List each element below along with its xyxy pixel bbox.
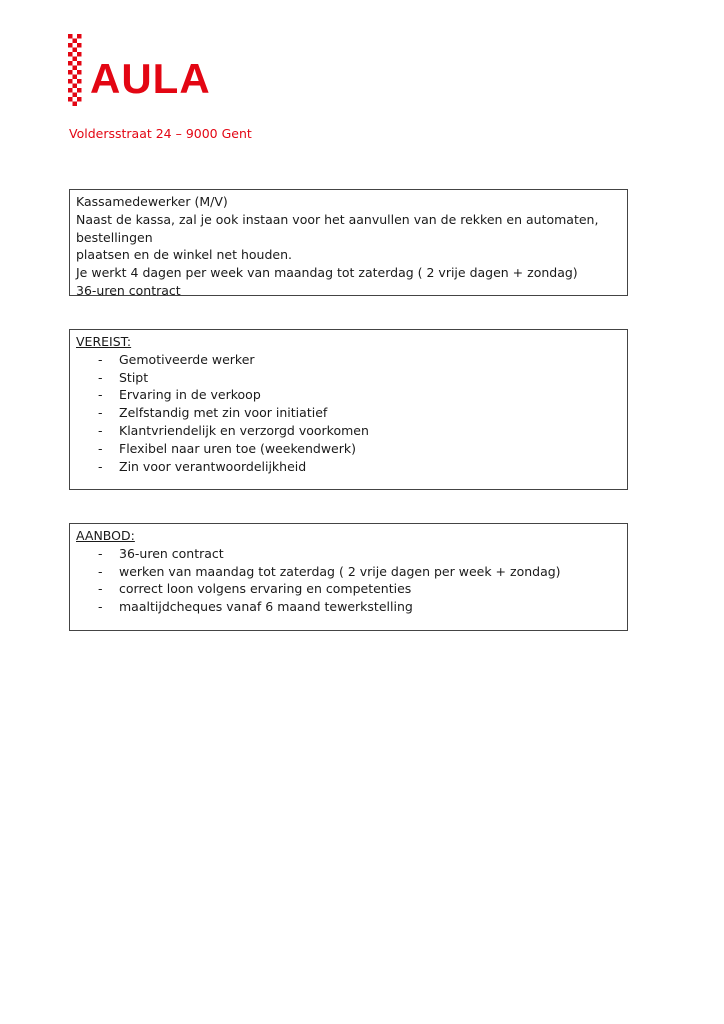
job-description-line: plaatsen en de winkel net houden. (76, 247, 292, 263)
list-item-text: werken van maandag tot zaterdag ( 2 vrije dagen per week + zondag) (119, 563, 561, 579)
checker-pattern-icon (68, 34, 82, 106)
dash-bullet: - (98, 563, 103, 579)
dash-bullet: - (98, 369, 103, 385)
dash-bullet: - (98, 405, 103, 421)
list-item-text: maaltijdcheques vanaf 6 maand tewerkstelling (119, 599, 413, 615)
list-item (76, 458, 621, 476)
list-item (76, 422, 621, 440)
dash-bullet: - (98, 422, 103, 438)
requirements-box (69, 329, 628, 490)
dash-bullet: - (98, 458, 103, 474)
dash-bullet: - (98, 351, 103, 367)
dash-bullet: - (98, 387, 103, 403)
list-item-text: Stipt (119, 369, 149, 385)
offer-list (76, 545, 621, 616)
dash-bullet: - (98, 581, 103, 597)
list-item-text: Ervaring in de verkoop (119, 387, 261, 403)
list-item-text: Flexibel naar uren toe (weekendwerk) (119, 440, 357, 456)
requirements-list (76, 351, 621, 476)
requirements-heading: VEREIST: (76, 334, 132, 349)
dash-bullet: - (98, 545, 103, 561)
list-item (76, 580, 621, 598)
list-item (76, 563, 621, 581)
list-item (76, 440, 621, 458)
address: Voldersstraat 24 – 9000 Gent (69, 126, 252, 141)
job-description-line: 36-uren contract (76, 282, 181, 298)
list-item-text: 36-uren contract (119, 545, 224, 561)
dash-bullet: - (98, 440, 103, 456)
list-item (76, 369, 621, 387)
list-item (76, 351, 621, 369)
list-item-text: Zelfstandig met zin voor initiatief (119, 405, 328, 421)
job-title: Kassamedewerker (M/V) (76, 194, 228, 209)
list-item-text: Gemotiveerde werker (119, 351, 255, 367)
logo-text: AULA (90, 55, 211, 102)
dash-bullet: - (98, 599, 103, 615)
list-item-text: correct loon volgens ervaring en competenties (119, 581, 412, 597)
list-item (76, 404, 621, 422)
job-box (69, 189, 628, 296)
list-item (76, 386, 621, 404)
list-item-text: Klantvriendelijk en verzorgd voorkomen (119, 422, 369, 438)
list-item (76, 545, 621, 563)
list-item-text: Zin voor verantwoordelijkheid (119, 458, 307, 474)
list-item (76, 598, 621, 616)
offer-box (69, 523, 628, 631)
job-description-line: Je werkt 4 dagen per week van maandag tot zaterdag ( 2 vrije dagen + zondag) (76, 265, 578, 281)
job-description-line: Naast de kassa, zal je ook instaan voor het aanvullen van de rekken en automaten, bestellingen (76, 211, 599, 245)
offer-heading: AANBOD: (76, 528, 135, 543)
